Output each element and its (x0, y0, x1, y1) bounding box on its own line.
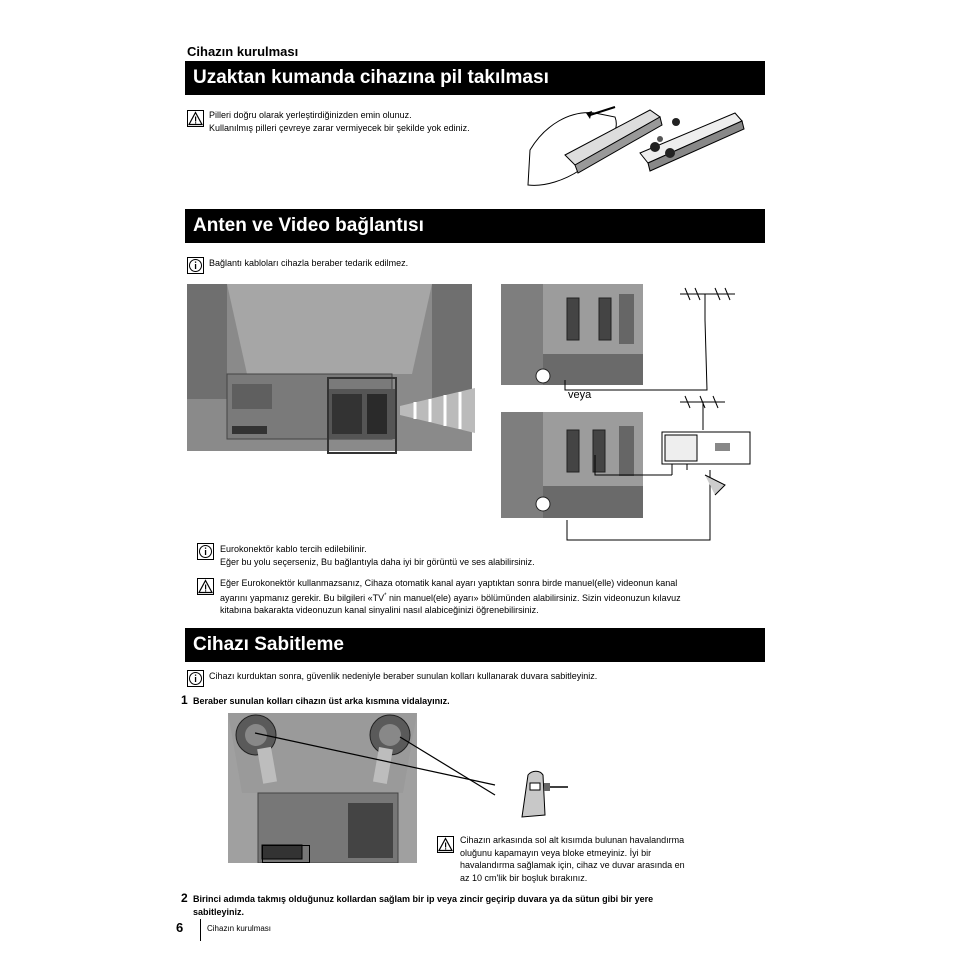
page-number: 6 (176, 920, 184, 935)
footer-divider (200, 919, 201, 941)
info-icon (197, 543, 214, 560)
section-title-batteries: Uzaktan kumanda cihazına pil takılması (185, 61, 765, 95)
info-icon (187, 670, 204, 687)
section-title-antenna-video: Anten ve Video bağlantısı (185, 209, 765, 243)
step-2-number: 2 (181, 891, 188, 905)
manual-tuning-warning-text: Eğer Eurokonektör kullanmazsanız, Cihaza otomatik kanal ayarı yaptıktan sonra birde manuel(elle) videonun kanal ayarını yapmanız gerekir. Bu bilgileri «TV* nin manuel(ele) ayarı» bölümünden alabilirsiniz. Sizin videonuzun kılavuz kitabına bakarakta videonuzun kanal sinyalini nasıl alabiceğinizi öğrenebilirsiniz. (220, 578, 681, 615)
step-2-text: Birinci adımda takmış olduğunuz kollardan sağlam bir ip veya zincir geçirip duvara ya da sütun gibi bir yere sabitleyiniz. (193, 894, 654, 917)
zoom-wedge (400, 388, 475, 433)
scart-info-text: Eurokonektör kablo tercih edilebilinir. Eğer bu yolu seçerseniz, Bu bağlantıyla daha iyi bir görüntü ve ses alabilirsiniz. (220, 544, 535, 567)
section-label: Cihazın kurulması (187, 44, 299, 59)
battery-warning-text: Pilleri doğru olarak yerleştirdiğinizden emin olunuz. Kullanılmış pilleri çevreye zarar vermiyecek bir şekilde yok ediniz. (209, 110, 470, 133)
or-label: veya (568, 389, 592, 401)
vent-highlight-frame (262, 845, 310, 863)
remote-battery-illustration (520, 95, 770, 195)
section-title-securing: Cihazı Sabitleme (185, 628, 765, 662)
footer-text: Cihazın kurulması (207, 924, 272, 933)
info-icon (187, 257, 204, 274)
bracket-zoom-diagram (250, 725, 590, 825)
warning-icon (187, 110, 204, 127)
ventilation-warning-text: Cihazın arkasında sol alt kısımda bulunan havalandırma oluğunu kapamayın veya bloke etmeyiniz. İyi bir havalandırma sağlamak için, cihaz ve duvar arasında en az 10 cm'lik bir boşluk bırakınız. (460, 835, 685, 883)
step-1-number: 1 (181, 693, 188, 707)
warning-icon (437, 836, 454, 853)
antenna-wiring-diagram (555, 280, 755, 545)
connector-zoom-frame (327, 377, 397, 454)
cables-info-text: Bağlantı kabloları cihazla beraber tedarik edilmez. (209, 258, 409, 268)
securing-info-text: Cihazı kurduktan sonra, güvenlik nedeniyle beraber sunulan kolları kullanarak duvara sabitleyiniz. (209, 671, 598, 681)
step-1-text: Beraber sunulan kolları cihazın üst arka kısmına vidalayınız. (193, 696, 450, 706)
warning-icon (197, 578, 214, 595)
